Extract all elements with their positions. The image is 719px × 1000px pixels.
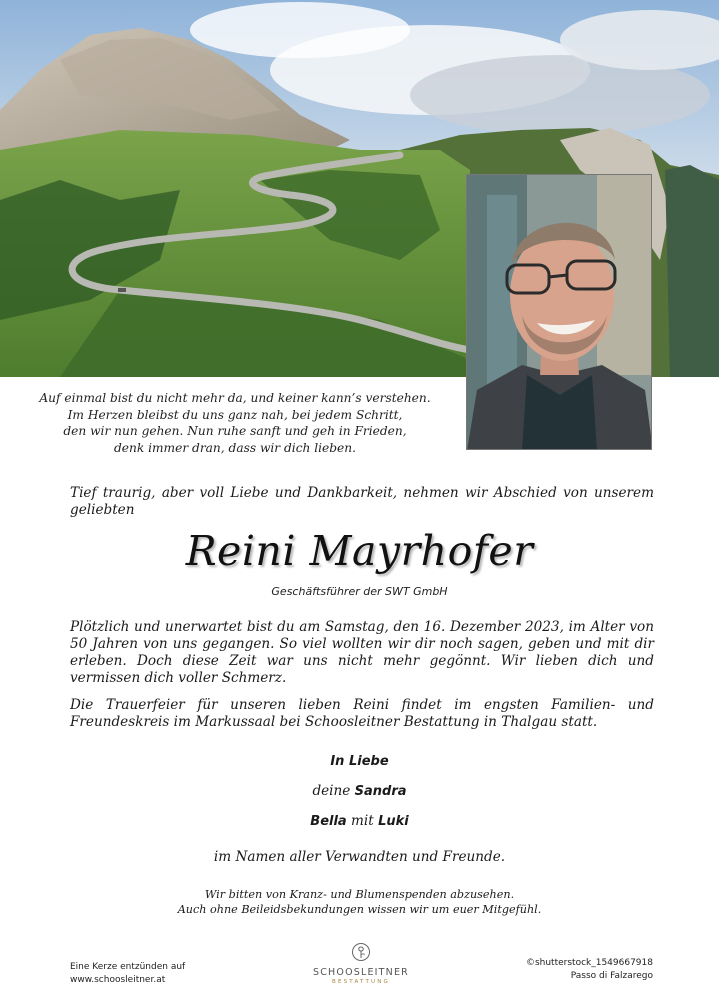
credit-id: ©shutterstock_1549667918: [525, 958, 653, 968]
mit-text: mit: [351, 813, 374, 829]
intro-text: Tief traurig, aber voll Liebe und Dankbarkeit, nehmen wir Abschied von unserem geliebten: [70, 485, 654, 518]
bella-name: Bella: [310, 814, 347, 829]
logo-subtitle: BESTATTUNG: [331, 979, 391, 985]
signoff-in-liebe: [0, 753, 719, 769]
poem-line: Auf einmal bist du nicht mehr da, und keiner kann’s verstehen.: [39, 391, 431, 405]
signoff-sandra: [0, 783, 719, 799]
signoff-children: [0, 813, 719, 829]
credit-location: Passo di Falzarego: [570, 970, 653, 981]
request-line: Wir bitten von Kranz- und Blumenspenden abzusehen.: [204, 888, 515, 901]
poem-line: Im Herzen bleibst du uns ganz nah, bei jedem Schritt,: [67, 407, 403, 422]
donation-request: [0, 887, 719, 917]
request-line: Auch ohne Beileidsbekundungen wissen wir um euer Mitgefühl.: [177, 903, 542, 916]
deceased-name: Reini Mayrhofer: [185, 527, 534, 575]
poem: [20, 390, 450, 456]
funeral-home-logo: [310, 942, 412, 985]
funeral-paragraph: Die Trauerfeier für unseren lieben Reini findet im engsten Familien- und Freundeskreis im Markussaal bei Schoosleitner Bestattung in Thalgau statt.: [70, 697, 654, 730]
deine-text: deine: [312, 783, 351, 799]
deceased-role: Geschäftsführer der SWT GmbH: [271, 585, 448, 598]
logo-wordmark: SCHOOSLEITNER: [312, 967, 409, 978]
candle-link-block: [70, 961, 185, 986]
sandra-name: Sandra: [354, 784, 407, 799]
candle-text: Eine Kerze entzünden auf: [70, 962, 186, 972]
portrait-photo: [466, 174, 652, 450]
poem-line: den wir nun gehen. Nun ruhe sanft und geh in Frieden,: [63, 424, 407, 438]
photo-credit: [526, 957, 653, 982]
poem-line: denk immer dran, dass wir dich lieben.: [113, 440, 356, 455]
website-link[interactable]: www.schoosleitner.at: [70, 974, 166, 985]
signoff-family: im Namen aller Verwandten und Freunde.: [213, 849, 506, 865]
luki-name: Luki: [378, 814, 409, 829]
in-liebe-text: In Liebe: [330, 754, 389, 769]
rose-icon: [351, 942, 371, 962]
announcement-paragraph: Plötzlich und unerwartet bist du am Samstag, den 16. Dezember 2023, im Alter von 50 Jahren von uns gegangen. So viel wollten wir dir noch sagen, geben und mit dir erleben. Doch diese Zeit war uns nicht mehr gegönnt. Wir lieben dich und vermissen dich voller Schmerz.: [70, 619, 654, 686]
